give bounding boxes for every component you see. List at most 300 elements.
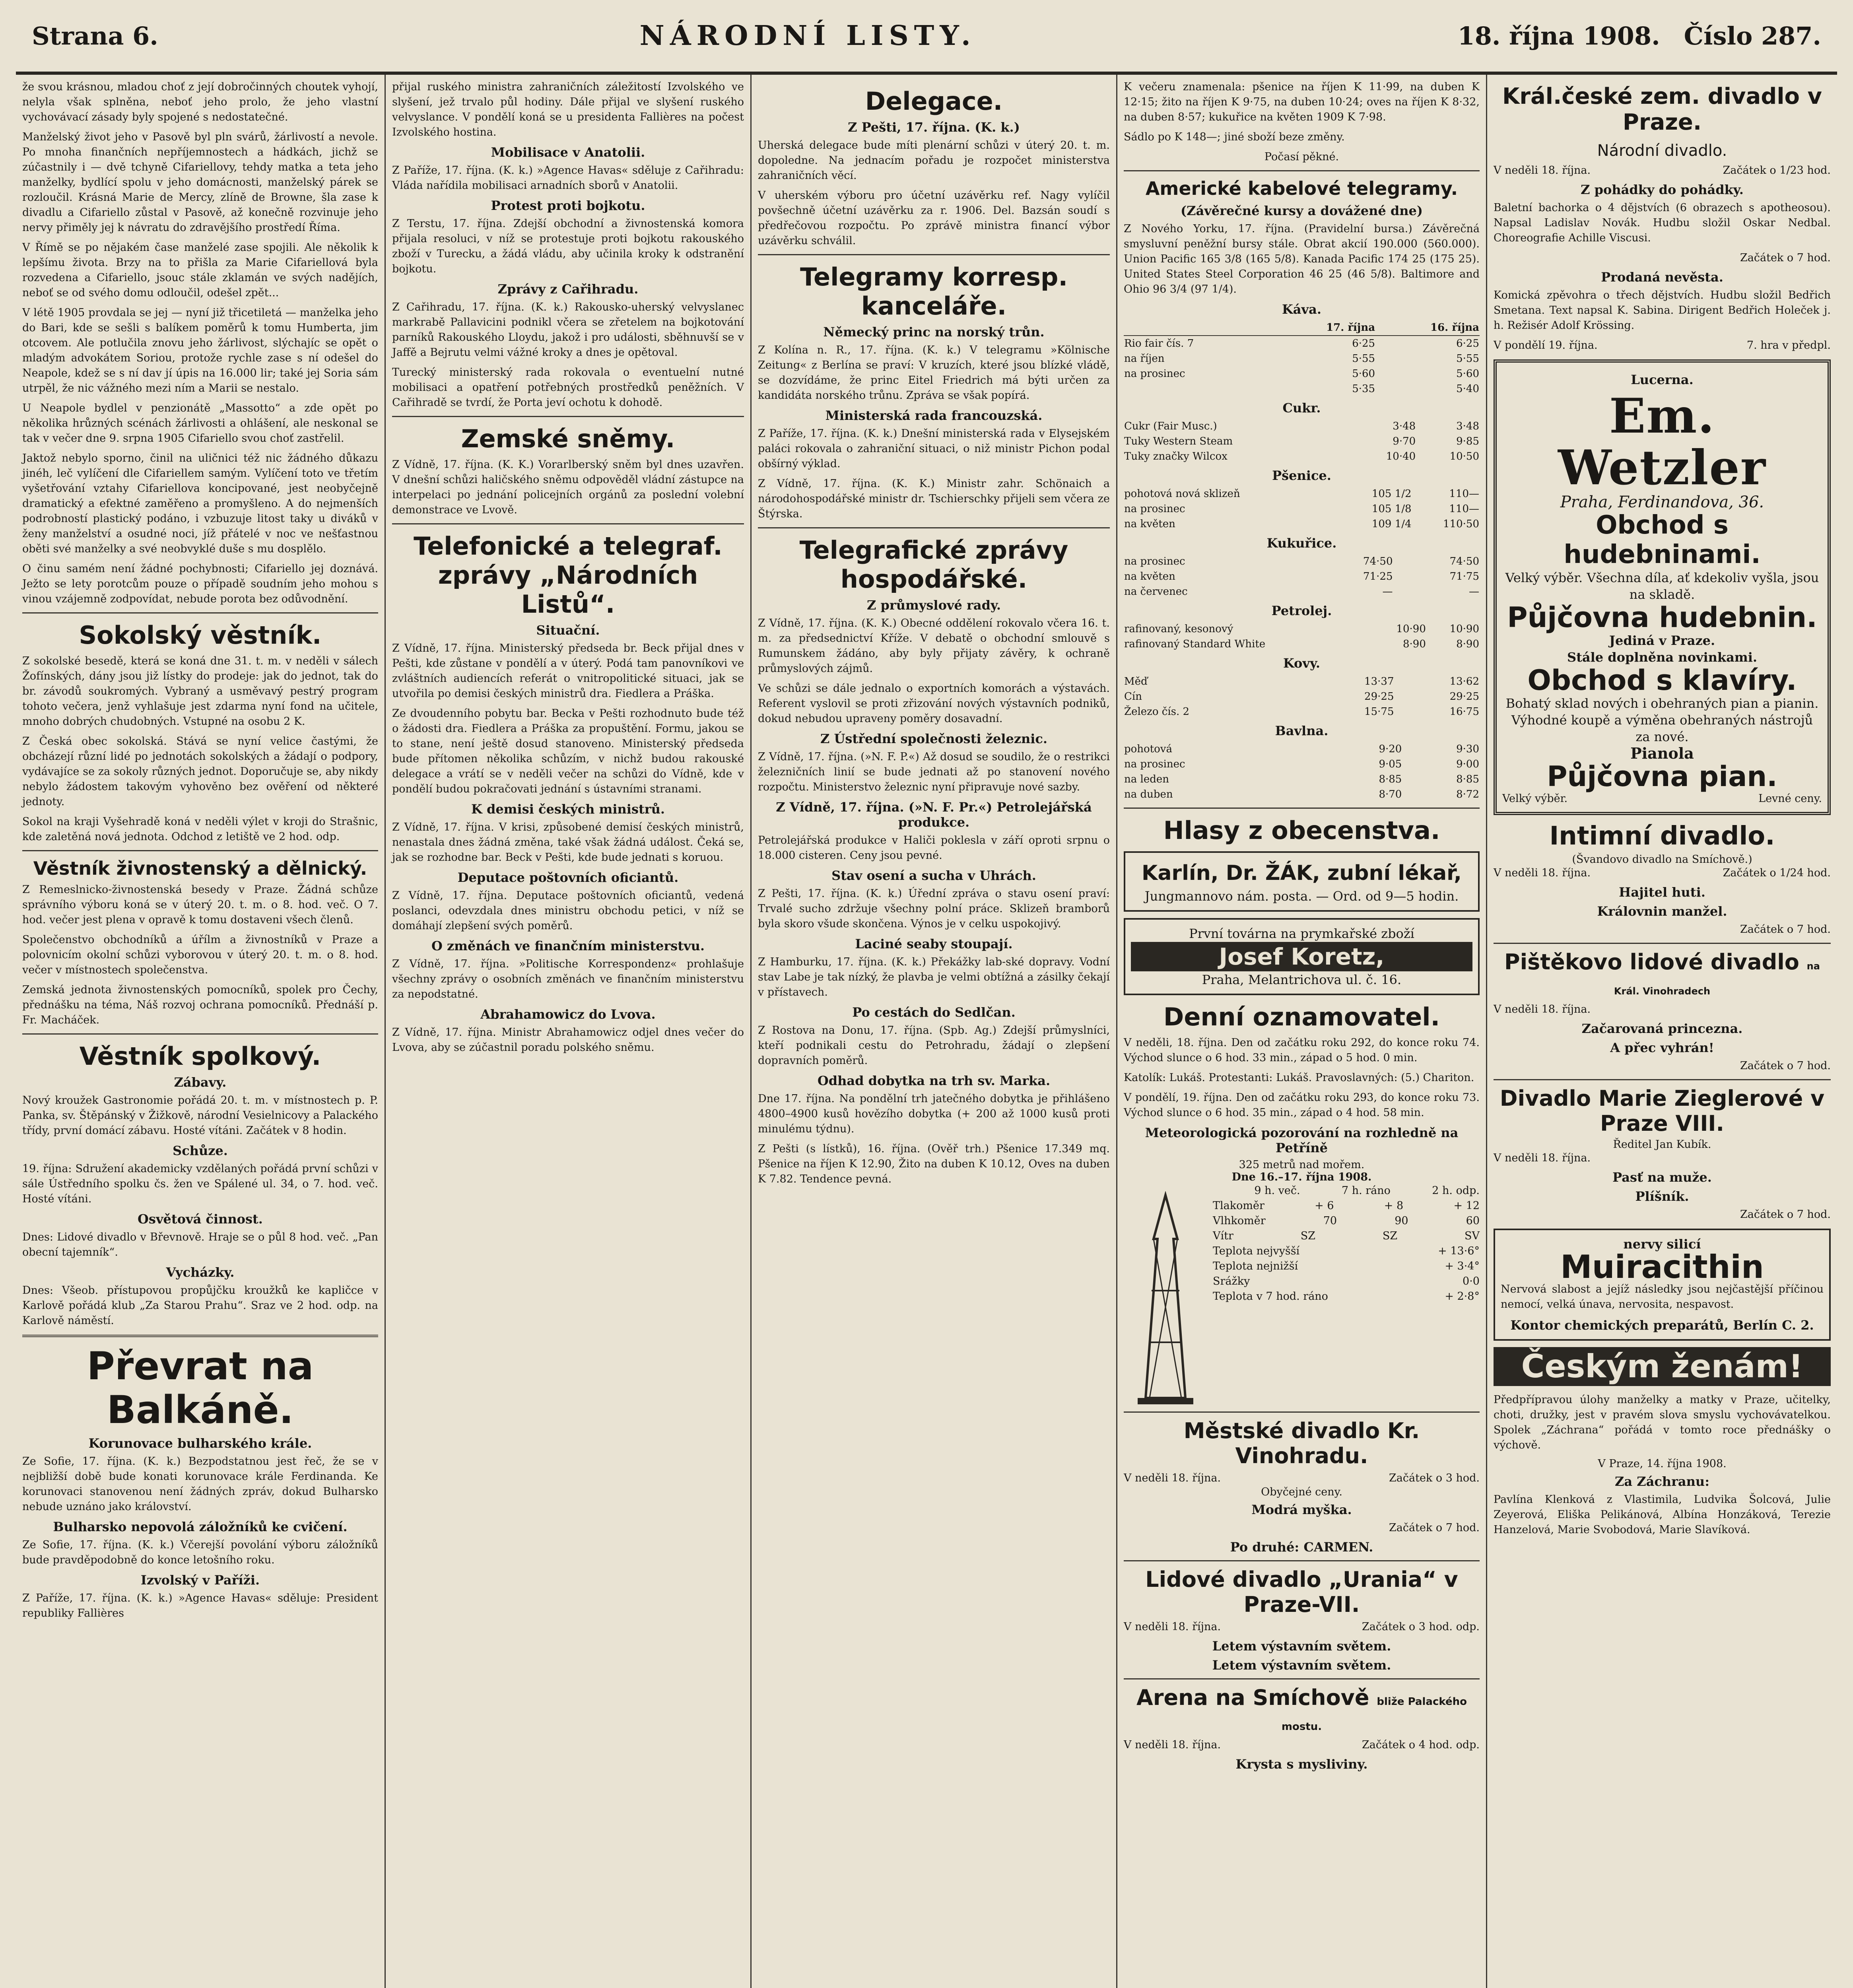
table-row [1124,569,1480,584]
market-table-wheat [1124,486,1480,532]
table-row [1124,621,1480,637]
table-header [1124,320,1271,336]
cell: 110— [1449,503,1479,515]
meteo-label: Vlhkoměr [1213,1215,1266,1227]
meteo-value: SZ [1300,1230,1316,1242]
ad-koretz-name: Josef Koretz, [1131,942,1472,971]
subheading: Z průmyslové rady. [866,598,1001,613]
cell: 29·25 [1449,691,1479,703]
cell: Měď [1124,676,1148,687]
table-row [1124,757,1480,772]
cell: 15·75 [1364,706,1394,718]
market-table-cotton [1124,742,1480,802]
article-paragraph: Z Pešti (s lístků), 16. října. (Ověř trh.) Pšenice 17.349 mq. Pšenice na říjen K 12.90, Žito na duben K 10.12, Oves na duben K 7.82. Tendence pevná. [758,1143,1110,1185]
cell: 105 1/8 [1371,503,1412,515]
ad-muiracithin-kontor: Kontor chemických preparátů, Berlín C. 2. [1510,1318,1814,1333]
meteo-time: 7 h. ráno [1341,1184,1391,1197]
table-row [1124,449,1480,464]
article-paragraph: Ze Sofie, 17. října. (K. k.) Včerejší povolání výboru záložníků bude pravděpodobně do konce letošního roku. [22,1539,378,1566]
ad-wetzler-top: Lucerna. [1631,372,1694,387]
section-heading-delegations: Delegace. [865,87,1003,116]
show-time: Začátek o 7 hod. [1740,1060,1831,1072]
article-paragraph: K večeru znamenala: pšenice na říjen K 11·99, na duben K 12·15; žito na říjen K 9·75, na duben 10·24; oves na říjen K 8·32, na duben 8·57; kukuřice na květen 1909 K 7·98. [1124,81,1480,123]
section-heading-telegraph: Telefonické a telegraf. zprávy „Národních Listů“. [414,532,723,619]
subheading: Situační. [536,623,600,638]
market-table-coffee [1124,320,1480,396]
show-title: Letem výstavním světem. [1212,1658,1391,1673]
market-table-sugar [1124,419,1480,464]
meteo-time: 9 h. več. [1254,1184,1300,1197]
article-paragraph: Z Česká obec sokolská. Stává se nyní velice častými, že obcházejí různí lidé po jednotách sokolských a žádají o podpory, vydávajíce se za sokoly různých jednot. Doporučuje se, aby nikdy nebylo žádostem takovým vyhověno bez ověření od některé jednoty. [22,735,378,808]
theatre-urania-heading: Lidové divadlo „Urania“ v Praze-VII. [1145,1567,1458,1617]
cell: 110·50 [1443,518,1479,530]
ad-music-lending-sub: Jediná v Praze. [1609,633,1715,648]
article-paragraph: Dnes: Lidové divadlo v Břevnově. Hraje se o půl 8 hod. več. „Pan obecní tajemník“. [22,1231,378,1258]
article-paragraph: Z Rostova na Donu, 17. října. (Spb. Ag.) Zdejší průmyslníci, kteří podnikali cestu do Petrohradu, žádají o zlepšení dopravních poměrů. [758,1024,1110,1067]
article-paragraph: Z Hamburku, 17. října. (K. k.) Překážky lab-ské dopravy. Vodní stav Labe je tak nízký, že plavba je velmi obtížná a zásilky čekají v přístavech. [758,956,1110,998]
cell: 110— [1449,488,1479,500]
show-time: Začátek o 3 hod. odp. [1362,1621,1480,1633]
pistek-sub: na Král. Vinohradech [1614,961,1820,997]
article-paragraph: přijal ruského ministra zahraničních záležitostí Izvolského ve slyšení, jež trvalo půl hodiny. Dále přijal ve slyšení ruského velvyslance. V pondělí koná se u presidenta Fallières na počest Izvolského hostina. [392,81,744,138]
issue-number: Číslo 287. [1684,21,1821,50]
masthead [16,0,1837,75]
notice-women-org: Za Záchranu: [1614,1474,1709,1489]
column-3 [752,75,1117,1988]
ad-dentist [1124,851,1480,912]
divider [392,416,744,417]
cell: na prosinec [1124,503,1185,515]
article-paragraph: Jaktož nebylo sporno, činil na uličnici též nic žádného důkazu jinéh, leč vylíčení dle Cifariellem samým. Vylíčení toto ve třetím vyšetřování vztahy Cifariellova koncipované, jest neobyčejně dramatický a efektné zaměřeno a promyšleno. A do nejmenších podrobností plastický podáno, i vzbuzuje litost taky u diváků v ženy manželství a osudné noci, jíž přátelé v noc ve nešťastnou oběti své manželky a své neobvyklé duše s mu dosplělo. [22,452,378,555]
table-row [1124,486,1480,501]
show-title: Po druhé: CARMEN. [1230,1540,1373,1555]
show-description: Komická zpěvohra o třech dějstvích. Hudbu složil Bedřich Smetana. Text napsal K. Sabina. Dirigent Bedřich Holeček j. h. Režisér Adolf Krössing. [1494,289,1831,332]
subheading: Po cestách do Sedlčan. [852,1005,1016,1020]
ad-pianola: Pianola [1630,744,1694,762]
subheading: Odhad dobytka na trh sv. Marka. [817,1073,1051,1088]
show-description: Baletní bachorka o 4 dějstvích (6 obrazech s apotheosou). Napsal Ladislav Novák. Hudbu složil Oskar Nedbal. Choreografie Achille Viscusi. [1494,202,1831,244]
article-paragraph: Z Vídně, 17. října. (K. K.) Ministr zahr. Schönaich a národohospodářské ministr dr. Tschierschky přijeli sem včera ze Štýrska. [758,478,1110,520]
subheading: Protest proti bojkotu. [491,198,645,213]
cell: 71·25 [1363,571,1393,582]
article-paragraph: Z Vídně, 17. října. (K. K.) Vorarlberský sněm byl dnes uzavřen. V dnešní schůzi haličského sněmu odpověděl vládní zástupce na interpelaci po jednání policejních orgánů za poslední volební demonstrace ve Lvově. [392,458,744,516]
cell: Železo čís. 2 [1124,706,1190,718]
divider [1124,1678,1480,1679]
cell: 5·55 [1352,353,1375,365]
intimate-theatre-heading: Intimní divadlo. [1549,821,1775,851]
show-date: V pondělí 19. října. [1494,339,1598,351]
cell: na prosinec [1124,368,1185,380]
pistek-theatre-heading [1494,949,1831,1000]
lookout-tower-icon [1124,1183,1207,1406]
meteo-subheading: 325 metrů nad mořem. [1239,1159,1365,1171]
market-heading-sugar: Cukr. [1282,400,1321,415]
ad-muiracithin-name: Muiracithin [1560,1248,1764,1285]
meteo-value: SV [1465,1230,1480,1242]
subheading: Korunovace bulharského krále. [88,1436,312,1451]
show-title: Modrá myška. [1251,1502,1352,1517]
masthead-right [1458,21,1821,50]
show-line [1494,1002,1831,1017]
article-paragraph: Z Terstu, 17. října. Zdejší obchodní a živnostenská komora přijala resoluci, v níž se protestuje proti bojkotu rakouského zboží v Turecku, a žádá vládu, aby učinila kroky k odstranění bojkotu. [392,217,744,275]
meteo-time: 2 h. odp. [1432,1184,1480,1197]
show-title: Pasť na muže. [1612,1170,1712,1185]
cell: 5·60 [1352,368,1375,380]
divider [22,1033,378,1035]
show-title: Letem výstavním světem. [1212,1639,1391,1654]
ziegler-theatre-heading: Divadlo Marie Zieglerové v Praze VIII. [1499,1086,1825,1136]
subheading: O změnách ve finančním ministerstvu. [431,938,705,953]
cell: 9·85 [1456,435,1479,447]
article-paragraph: Z Pešti, 17. října. (K. k.) Úřední zpráva o stavu osení praví: Trvalé sucho zdržuje všechny polní práce. Sklizeň bramborů byla skoro všude skončena. Výnos je v celku uspokojivý. [758,887,1110,930]
table-row [1124,772,1480,787]
divider [22,1335,378,1337]
section-heading-daily: Denní oznamovatel. [1163,1002,1440,1031]
divider [1124,808,1480,809]
show-title: A přec vyhrán! [1610,1040,1714,1055]
cell: 16·75 [1449,706,1479,718]
article-paragraph: Z Vídně, 17. října. Ministerský předseda br. Beck přijal dnes v Pešti, kde zůstane v pondělí a v úterý. Podá tam panovníkovi ve zvláštních audiencích referát o vnitropolitické situaci, jak se utvořila po demisi českých ministrů dra. Fiedlera a Práška. [392,642,744,700]
meteo-row [1213,1274,1480,1289]
divider [1124,1560,1480,1561]
ad-pianos: Obchod s klavíry. [1527,664,1797,697]
ad-wetzler-city: Praha, Ferdinandova, 36. [1560,493,1764,511]
table-header: 17. října [1271,320,1375,336]
ad-text: Levné ceny. [1758,792,1822,805]
arena-subtitle: bliže Palackého mostu. [1281,1696,1467,1733]
ad-music-lending-sub2: Stále doplněna novinkami. [1567,650,1757,665]
divider [392,523,744,524]
article-paragraph: Z Vídně, 17. října. Deputace poštovních oficiantů, vedená poslanci, odevzdala dnes ministru obchodu petici, v níž se domáhají zlepšení svých poměrů. [392,889,744,932]
notice-women-names: Pavlína Klenková z Vlastimila, Ludvika Šolcová, Julie Zeyerová, Eliška Pelikánová, Albína Honzáková, Terezie Hanzelová, Marie Svobodová, Marie Slavíková. [1494,1493,1831,1536]
ad-koretz [1124,918,1480,995]
table-row [1124,419,1480,434]
subheading: Z Ústřední společnosti železnic. [820,731,1048,746]
cell: na prosinec [1124,758,1185,770]
column-2 [386,75,752,1988]
cell: na červenec [1124,586,1188,598]
table-row [1124,434,1480,449]
section-heading-american-cables: Americké kabelové telegramy. [1145,178,1458,199]
article-paragraph: Uherská delegace bude míti plenární schůzi v úterý 20. t. m. dopoledne. Na jednacím pořadu je rozpočet ministerstva zahraničních věcí. [758,139,1110,182]
meteo-row [1213,1213,1480,1229]
notice-women-date: V Praze, 14. října 1908. [1598,1458,1727,1470]
cell: 29·25 [1364,691,1394,703]
cell: pohotová [1124,743,1172,755]
divider [758,527,1110,528]
subheading: Ministerská rada francouzská. [825,408,1043,423]
show-time: Začátek o 4 hod. odp. [1362,1739,1480,1751]
cell: 8·85 [1456,773,1479,785]
article-paragraph: V uherském výboru pro účetní uzávěrku ref. Nagy vylíčil povšechně účetní uzávěrku za r. 1906. Del. Bazsán soudí s předřečovou rozpočtu. Po zprávě ministra financí výbor uzávěrku schválil. [758,189,1110,247]
cell: 3·48 [1456,420,1479,432]
subheading: K demisi českých ministrů. [471,802,665,817]
meteo-label: Tlakoměr [1213,1200,1264,1212]
article-paragraph: Počasí pěkné. [1264,151,1339,163]
cell: 5·60 [1456,368,1479,380]
cell: na duben [1124,788,1173,800]
ad-koretz-address: Praha, Melantrichova ul. č. 16. [1202,972,1402,987]
show-time: Začátek o 7 hod. [1389,1522,1480,1534]
article-paragraph: Z Remeslnicko-živnostenská besedy v Praze. Žádná schůze správního výboru koná se v úterý 20. t. m. o 8. hod. več. O 7. hod. večer jest plena v opravě k tomu dostaveni všech členů. [22,883,378,926]
meteo-value: + 6 [1315,1200,1334,1212]
meteo-block [1124,1183,1480,1406]
subheading: Izvolský v Paříži. [140,1573,260,1588]
cell: na květen [1124,571,1175,582]
cell: Tuky Western Steam [1124,435,1233,447]
article-paragraph: Z sokolské besedě, která se koná dne 31. t. m. v neděli v sálech Žofínských, dány jsou již lístky do prodeje: jak do jednot, tak do br. závodů soukromých. Vybraný a usměvavý pestrý program tohoto večera, jenž vyhlašuje jest zdarma nyní fond na učitele, mnoho dobrých chudobných. Vstupné na osobu 2 K. [22,655,378,728]
subheading: Vycházky. [166,1265,235,1280]
cell: — [1382,586,1393,598]
table-row [1124,637,1480,652]
column-1 [16,75,386,1988]
section-heading-balkan: Převrat na Balkáně. [87,1344,314,1432]
table-row [1124,674,1480,689]
meteo-row [1213,1229,1480,1244]
meteo-label: Vítr [1213,1230,1233,1242]
cell: 5·55 [1456,353,1479,365]
article-paragraph: že svou krásnou, mladou choť z její dobročinných choutek vyhojí, nelyla však splněna, neboť jeho prolo, že jeho vlastní vychovávací zásady byly spojené s nedostatečné. [22,81,378,123]
show-line [1124,1471,1480,1486]
show-line [1124,1738,1480,1753]
table-row [1124,554,1480,569]
subheading: Osvětová činnost. [138,1211,263,1227]
ad-music-lending: Půjčovna hudebnin. [1507,601,1817,634]
show-line [1494,338,1831,353]
article-paragraph: O činu samém není žádné pochybnosti; Cifariello jej doznává. Ježto se lety porotcům pouze o případě soudním jeho mohou s vinou vzájemně zodpovídat, nebude porota bez odůvodnění. [22,563,378,605]
meteo-table [1213,1183,1480,1406]
ad-wetzler-desc: Velký výběr. Všechna díla, ať kdekoliv vyšla, jsou na skladě. [1505,570,1819,602]
ad-wetzler-name: Em. Wetzler [1558,388,1767,496]
column-5 [1487,75,1837,1988]
subheading: (Závěrečné kursy a dovážené dne) [1180,203,1423,218]
subheading: Mobilisace v Anatolii. [491,145,645,160]
show-line [1494,163,1831,178]
show-date: V neděli 18. října. [1494,1003,1591,1015]
newspaper-title: NÁRODNÍ LISTY. [639,20,976,52]
section-heading-telegrams: Telegramy korresp. kanceláře. [800,262,1068,320]
article-paragraph: V neděli, 18. října. Den od začátku roku 292, do konce roku 74. Východ slunce o 6 hod. 33 min., západ o 5 hod. 0 min. [1124,1037,1480,1064]
show-line [1494,1207,1831,1222]
cell: na říjen [1124,353,1165,365]
article-paragraph: Dnes: Všeob. přístupovou propůjčku kroužků ke kapličce v Karlově pořádá klub „Za Starou Prahu“. Sraz ve 2 hod. odp. na Karlově náměstí. [22,1284,378,1327]
subheading: Bulharsko nepovolá záložníků ke cvičení. [53,1519,348,1534]
cell: 9·05 [1379,758,1402,770]
meteo-value: 0·0 [1463,1275,1480,1287]
meteo-value: 70 [1323,1215,1337,1227]
ad-piano-rental-line [1502,791,1822,806]
table-row [1124,501,1480,516]
notice-women-heading: Českým ženám! [1521,1348,1803,1385]
article-paragraph: Z Vídně, 17. října. (»N. F. P.«) Až dosud se soudilo, že o restrikci železničních linií se bude jednati až po stanovení nového rozpočtu. Ministerstvo železnic nyní připravuje nové sazby. [758,751,1110,793]
article-paragraph: U Neapole bydlel v penzionátě „Massotto“ a zde opět po několika hrůzných scénách žárlivosti a ohlášení, ale neskonal se tak v večer dne 9. srpna 1905 Cifariello svou choť zastřelil. [22,402,378,445]
show-title: Krysta s mysliviny. [1235,1757,1368,1772]
meteo-label: Teplota nejvyšší [1213,1245,1300,1257]
show-note: 7. hra v předpl. [1746,339,1831,351]
ad-wetzler [1494,359,1831,815]
meteo-row [1213,1198,1480,1213]
show-time: Začátek o 1/24 hod. [1723,867,1831,879]
meteo-times [1213,1183,1480,1198]
show-time: Začátek o 1/23 hod. [1723,164,1831,177]
subheading: Deputace poštovních oficiantů. [457,870,679,885]
show-title: Prodaná nevěsta. [1601,270,1723,285]
table-header: 16. října [1375,320,1480,336]
divider [1124,1411,1480,1413]
cell: 6·25 [1456,338,1479,349]
market-table-metals [1124,674,1480,719]
article-paragraph: Z Vídně, 17. října. V krisi, způsobené demisí českých ministrů, nenastala dnes žádná změna, také však žádná událost. Čeká se, jak se rozhodne bar. Beck v Pešti, kde bude jednati s koruou. [392,821,744,864]
show-title: Hajitel huti. [1619,885,1705,900]
show-line [1124,1520,1480,1536]
article-paragraph: Zemská jednota živnostenských pomocníků, spolek pro Čechy, přednášku na téma, Náš rozvoj ochrana pomocníků. Přednáší p. Fr. Macháček. [22,984,378,1026]
meteo-row [1213,1259,1480,1274]
cell: Cukr (Fair Musc.) [1124,420,1217,432]
article-paragraph: Dne 17. října. Na pondělní trh jatečného dobytka je přihlášeno 4800–4900 kusů hovězího dobytka (+ 200 až 1000 kusů proti minulému týdnu). [758,1093,1110,1135]
section-heading-clubs: Věstník spolkový. [79,1042,321,1071]
show-line [1494,250,1831,266]
cell: 10·40 [1386,450,1416,462]
table-row [1124,584,1480,599]
notice-women-text: Předpřípravou úlohy manželky a matky v Praze, učitelky, choti, družky, jest v pravém slova smyslu vychovávatelkou. Spolek „Záchrana“ pořádá v tomto roce přednášky o výchově. [1494,1394,1831,1451]
cell: rafinovaný Standard White [1124,638,1266,650]
table-row [1124,516,1480,532]
cell: pohotová nová sklizeň [1124,488,1240,500]
show-date: V neděli 18. října. [1124,1472,1221,1484]
ad-piano-rental: Půjčovna pian. [1547,760,1777,793]
cell: Cín [1124,691,1142,703]
cell: 9·30 [1456,743,1479,755]
cell: 5·35 [1352,383,1375,395]
article-paragraph: Manželský život jeho v Pasově byl pln svárů, žárlivostí a nevole. Po mnoha finančních nepříjemnostech a hádkách, jichž se zúčastnily i — dvě tchyně Cifariellovy, tehdy matka a teta jeho manželky, bydlící spolu v jeho domácnosti, manželský párek se rozloučil. Krásná Marie de Mercy, zlíně de Browne, šla zase k divadlu a Cifariello zůstal v Pasově, až konečně rozvinuje jeho nervy přiměly jej k návratu do zdravějšího prostředí Říma. [22,131,378,234]
show-title: Plíšník. [1635,1189,1689,1204]
show-line [1494,922,1831,937]
cell: 13·37 [1364,676,1394,687]
table-row [1124,742,1480,757]
table-row [1124,689,1480,704]
show-date: V neděli 18. října. [1494,1152,1591,1164]
show-time: Začátek o 7 hod. [1740,1208,1831,1221]
show-title: Začarovaná princezna. [1581,1021,1743,1036]
show-date: V neděli 18. října. [1494,164,1591,177]
meteo-date: Dne 16.–17. října 1908. [1231,1171,1372,1183]
article-paragraph: Z Kolína n. R., 17. října. (K. k.) V telegramu »Kölnische Zeitung« z Berlína se praví: V kruzích, které jsou blízké vládě, se dozvídáme, že princ Eitel Friedrich má býti určen za kandidáta norského trůnu. Zpráva se však popírá. [758,344,1110,402]
meteo-value: 60 [1466,1215,1480,1227]
article-paragraph: Z Cařihradu, 17. října. (K. k.) Rakousko-uherský velvyslanec markrabě Pallavicini podnikl včera se zřetelem na bojkotování parníků Rakouského Lloydu, jakož i pro události, sběhnuvší se v Jaffě a Bejrutu velmi vážné kroky a dnes je opětoval. [392,301,744,359]
national-theatre-heading: Král.české zem. divadlo v Praze. [1502,83,1822,135]
show-title: Královnin manžel. [1597,904,1727,919]
cell: 9·70 [1393,435,1416,447]
market-heading-cotton: Bavlna. [1275,723,1329,738]
meteo-value: + 13·6° [1438,1245,1480,1257]
article-paragraph: V pondělí, 19. října. Den od začátku roku 293, do konce roku 73. Východ slunce o 6 hod. 35 min., západ o 4 hod. 58 min. [1124,1091,1480,1119]
show-line [1124,1619,1480,1635]
theatre-arena-heading [1124,1685,1480,1735]
article-paragraph: Z Paříže, 17. října. (K. k.) »Agence Havas« sděluje: President republiky Fallières [22,1592,378,1619]
article-paragraph: Sokol na kraji Vyšehradě koná v neděli výlet v kroji do Strašnic, kde zaletěná nová jednota. Odchod z letiště ve 2 hod. odp. [22,815,378,843]
cell: 109 1/4 [1371,518,1412,530]
show-time: Začátek o 7 hod. [1740,923,1831,936]
subheading: Laciné seaby stoupají. [855,936,1013,951]
cell: Tuky značky Wilcox [1124,450,1228,462]
cell: 9·20 [1379,743,1402,755]
show-note: Obyčejné ceny. [1261,1486,1342,1498]
divider [22,850,378,851]
cell: 10·90 [1449,623,1479,635]
table-row [1124,366,1480,381]
table-row [1124,351,1480,366]
cell: 3·48 [1393,420,1416,432]
divider [22,612,378,613]
table-row [1124,787,1480,802]
meteo-label: Srážky [1213,1275,1250,1287]
market-heading-wheat: Pšenice. [1272,468,1331,483]
cell: 74·50 [1449,555,1479,567]
cell: 10·50 [1449,450,1479,462]
arena-title: Arena na Smíchově [1136,1685,1369,1710]
meteo-value: + 12 [1453,1200,1480,1212]
cell: na leden [1124,773,1169,785]
meteo-value: 90 [1395,1215,1408,1227]
ad-muiracithin [1494,1229,1831,1341]
cell: 8·90 [1456,638,1479,650]
ad-wetzler-shop: Obchod s hudebninami. [1564,511,1761,569]
show-date: V neděli 18. října. [1124,1739,1221,1751]
article-paragraph: Katolík: Lukáš. Protestanti: Lukáš. Pravoslavných: (5.) Chariton. [1124,1072,1474,1084]
cell: 71·75 [1449,571,1479,582]
subheading: Schůze. [173,1143,228,1158]
cell: 105 1/2 [1371,488,1412,500]
article-paragraph: Nový kroužek Gastronomie pořádá 20. t. m. v místnostech p. P. Panka, sv. Štěpánský v Žižkově, národní Vesielnicovy a Palackého třídy, první domácí zábavu. Hosté vítáni. Začátek v 8 hodin. [22,1094,378,1137]
market-table-corn [1124,554,1480,599]
cell: 8·72 [1456,788,1479,800]
columns [16,75,1837,1988]
intimate-theatre-sub: (Švandovo divadlo na Smíchově.) [1572,853,1752,866]
cell: na květen [1124,518,1175,530]
article-paragraph: Společenstvo obchodníků a úřílm a živnostníků v Praze a polovnicím okolní schůzi vyborovou v úterý 20. t. m. o 8. hod. večer v místnostech společenstva. [22,934,378,976]
ad-koretz-line: První továrna na prymkařské zboží [1189,926,1414,941]
pistek-title: Pištěkovo lidové divadlo [1504,949,1799,975]
article-paragraph: Z Nového Yorku, 17. října. (Pravidelní bursa.) Závěrečná smysluvní peněžní bursy stále. Obrat akcií 190.000 (560.000). Union Pacific 165 3/8 (165 5/8). Kanada Pacific 174 25 (175 25). United States Steel Corporation 46 25 (46 5/8). Baltimore and Ohio 96 3/4 (97 1/4). [1124,223,1480,295]
article-paragraph: Sádlo po K 148—; jiné sboží beze změny. [1124,131,1345,143]
notice-women-banner [1494,1347,1831,1386]
page-number: Strana 6. [32,21,158,50]
section-heading-sokol: Sokolský věstník. [79,621,322,650]
meteo-label: Teplota nejnižší [1213,1260,1298,1272]
article-paragraph: V Římě se po nějakém čase manželé zase spojili. Ale několik k lepšímu života. Brzy na to přišla za Marie Cifariellová byla rozvedena a Cifariello, jsouc stále zklamán ve svých nadějích, neboť se od svého domu odloučil, odešel zpět... [22,241,378,299]
ad-pianos-desc: Bohatý sklad nových i obehraných pian a pianin. Výhodné koupě a výměna obehraných nástrojů za nové. [1505,696,1819,744]
show-line [1494,866,1831,881]
meteo-row [1213,1244,1480,1259]
meteo-heading: Meteorologická pozorování na rozhledně na Petříně [1145,1125,1459,1155]
cell: — [1469,586,1479,598]
column-4 [1117,75,1487,1988]
cell: na prosinec [1124,555,1185,567]
show-line [1494,1058,1831,1074]
cell: 8·85 [1379,773,1402,785]
subheading: Stav osení a sucha v Uhrách. [831,868,1036,883]
meteo-label: Teplota v 7 hod. ráno [1213,1290,1328,1303]
ad-dentist-name: Karlín, Dr. ŽÁK, zubní lékař, [1142,861,1462,885]
table-row [1124,336,1480,351]
market-heading-coffee: Káva. [1282,302,1321,317]
meteo-value: + 2·8° [1445,1290,1480,1303]
subheading: Zprávy z Cařihradu. [497,282,639,297]
divider [1124,170,1480,171]
subheading: Německý princ na norský trůn. [823,324,1045,340]
subheading: Z Pešti, 17. října. (K. k.) [848,120,1020,135]
theatre-vinohrady-heading: Městské divadlo Kr. Vinohradu. [1183,1418,1420,1468]
